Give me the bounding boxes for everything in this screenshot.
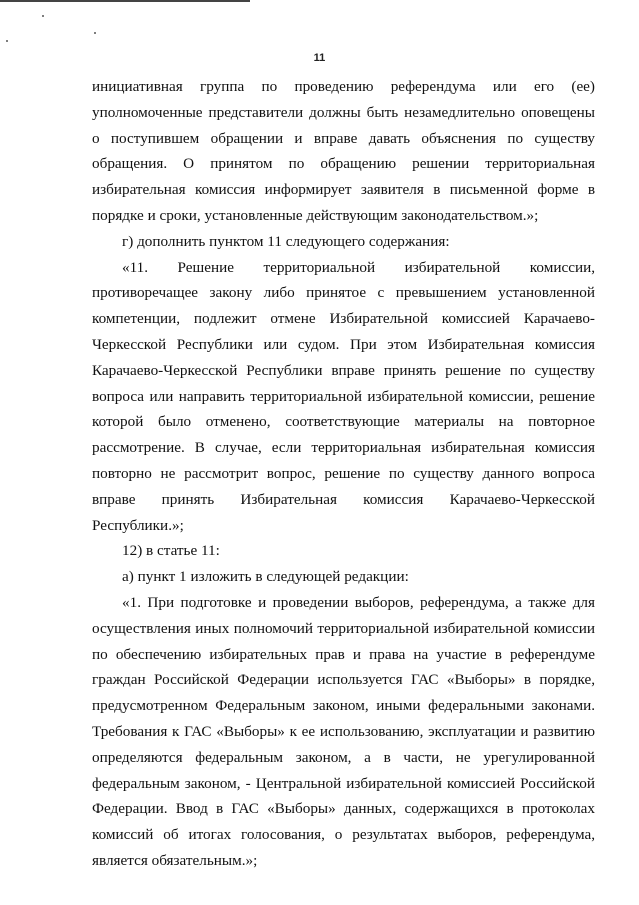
paragraph-amendment-a: а) пункт 1 изложить в следующей редакции:: [122, 568, 409, 586]
paragraph-item-12: 12) в статье 11:: [122, 542, 220, 560]
scan-speck: [94, 32, 96, 34]
paragraph-point-1: «1. При подготовке и проведении выборов, референдума, а также для осуществления иных полномочий территориальной избирательной комиссии по обеспечению избирательных прав и права на участие в референдуме граждан Российской Федерации используется ГАС «Выборы» в порядке, предусмотренном Федеральным законом, иными федеральными законами. Требования к ГАС «Выборы» к ее использованию, эксплуатации и развитию определяются федеральным законом, а в части, не урегулированной федеральным законом, - Центральной избирательной комиссией Российской Федерации. Ввод в ГАС «Выборы» данных, содержащихся в протоколах комиссий об итогах голосования, о результатах выборов, референдума, является обязательным.»;: [92, 593, 595, 869]
paragraph-continuation: инициативная группа по проведению референдума или его (ее) уполномоченные представители должны быть незамедлительно оповещены о поступившем обращении и вправе давать объяснения по существу обращения. О принятом по обращению решении территориальная избирательная комиссия информирует заявителя в письменной форме в порядке и сроки, установленные действующим законодательством.»;: [92, 78, 595, 224]
scan-speck: [6, 40, 8, 42]
paragraph-point-11: «11. Решение территориальной избирательной комиссии, противоречащее закону либо принятое с превышением установленной компетенции, подлежит отмене Избирательной комиссией Карачаево-Черкесской Республики или судом. При этом Избирательная комиссия Карачаево-Черкесской Республики вправе принять решение по существу вопроса или направить территориальной избирательной комиссии, решение которой было отменено, соответствующие материалы на повторное рассмотрение. В случае, если территориальная избирательная комиссия повторно не рассмотрит вопрос, решение по существу данного вопроса вправе принять Избирательная комиссия Карачаево-Черкесской Республики.»;: [92, 258, 595, 534]
scan-edge-line: [0, 0, 250, 2]
scan-speck: [42, 15, 44, 17]
document-body: [92, 74, 595, 874]
paragraph-amendment-g: г) дополнить пунктом 11 следующего содержания:: [122, 232, 450, 250]
page-number: 11: [313, 52, 326, 64]
